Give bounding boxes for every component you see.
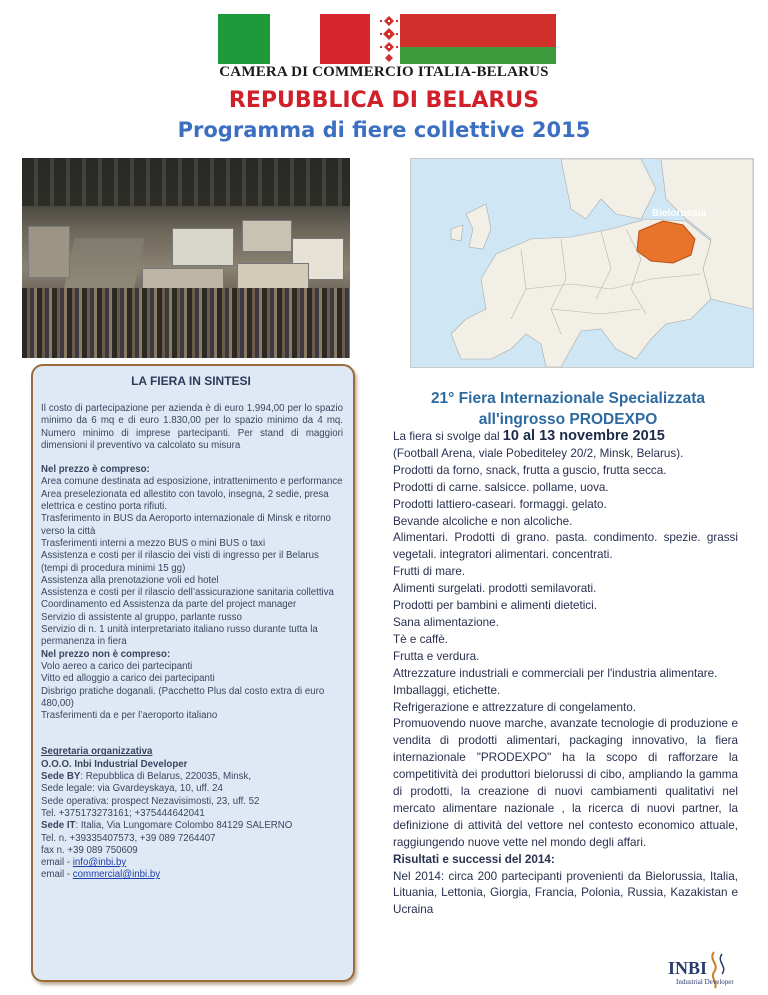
secretariat-tel-by: Tel. +375173273161; +375444642041 bbox=[41, 807, 205, 819]
results-text: Nel 2014: circa 200 partecipanti provenienti da Bielorussia, Italia, Lituania, Lettonia, Giorgia, Francia, Polonia, Russia, Kazakistan e Ucraina bbox=[393, 869, 738, 917]
chamber-name: CAMERA DI COMMERCIO ITALIA-BELARUS bbox=[219, 64, 549, 80]
page-subtitle: Programma di fiere collettive 2015 bbox=[177, 118, 591, 142]
fair-title-line1: 21° Fiera Internazionale Specializzata bbox=[430, 390, 706, 407]
secretariat-sede-it bbox=[41, 820, 343, 832]
page-title: REPUBBLICA DI BELARUS bbox=[228, 88, 540, 113]
excluded-heading: Nel prezzo non è compreso: bbox=[41, 648, 171, 660]
italian-flag bbox=[218, 14, 370, 64]
fair-venue: (Football Arena, viale Pobediteley 20/2, Minsk, Belarus). bbox=[393, 446, 684, 460]
exhibition-hall-photo bbox=[22, 158, 350, 358]
email-link-commercial[interactable]: commercial@inbi.by bbox=[72, 869, 161, 881]
sector-item: Frutti di mare. bbox=[393, 565, 466, 579]
sede-it-address: : Italia, Via Lungomare Colombo 84129 SALERNO bbox=[75, 820, 293, 832]
map-label-belarus: Bielorussia bbox=[652, 208, 706, 219]
belarus-flag bbox=[378, 14, 556, 64]
sector-item: Prodotti per bambini e alimenti dietetici. bbox=[393, 599, 597, 613]
sector-item: Prodotti lattiero-caseari. formaggi. gelato. bbox=[393, 497, 607, 511]
included-item: Servizio di n. 1 unità interpretariato italiano russo durante tutta la permanenza in fiera bbox=[41, 624, 318, 648]
sector-item: Refrigerazione e attrezzature di congelamento. bbox=[393, 700, 636, 714]
sede-it-label: Sede IT bbox=[41, 820, 76, 832]
sede-by-label: Sede BY bbox=[41, 771, 81, 783]
sector-item: Sana alimentazione. bbox=[393, 615, 499, 629]
email-prefix: email - bbox=[41, 869, 73, 881]
sector-item: Prodotti di carne. salsicce. pollame, uova. bbox=[393, 480, 609, 494]
logo-subtitle: Industrial Developer bbox=[676, 978, 734, 986]
europe-map bbox=[410, 158, 754, 368]
excluded-item: Volo aereo a carico dei partecipanti bbox=[41, 660, 193, 672]
fair-intro bbox=[393, 428, 738, 446]
included-item: Assistenza alla prenotazione voli ed hotel bbox=[41, 574, 219, 586]
sector-item: Alimentari. Prodotti di grano. pasta. condimento. spezie. grassi vegetali. integratori alimentari. concentrati. bbox=[393, 531, 738, 562]
included-item: Assistenza e costi per il rilascio dell’assicurazione sanitaria collettiva bbox=[41, 587, 334, 599]
included-item: Trasferimenti interni a mezzo BUS o mini BUS o taxi bbox=[41, 537, 266, 549]
price-intro: Il costo di partecipazione per azienda è di euro 1.994,00 per lo spazio minimo da 6 mq e di euro 1.830,00 per lo spazio minimo da 4 mq. Numero minimo di imprese partecipanti. Per stand di maggiori dimensioni il preventivo va calcolato su misura bbox=[41, 403, 343, 451]
belarus-ornament bbox=[378, 14, 400, 64]
included-item: Trasferimento in BUS da Aeroporto internazionale di Minsk e ritorno verso la città bbox=[41, 513, 331, 537]
secretariat-tel-it: Tel. n. +39335407573, +39 089 7264407 bbox=[41, 832, 216, 844]
email-prefix: email - bbox=[41, 857, 73, 869]
fair-content bbox=[393, 428, 738, 919]
sector-item: Alimenti surgelati. prodotti semilavorati. bbox=[393, 582, 597, 596]
sector-item: Imballaggi, etichette. bbox=[393, 683, 501, 697]
sector-item: Tè e caffè. bbox=[393, 632, 449, 646]
email-link-info[interactable]: info@inbi.by bbox=[72, 857, 127, 869]
fair-description: Promuovendo nuove marche, avanzate tecnologie di produzione e vendita di prodotti alimentari, packaging innovativo, la fiera internazionale "PRODEXPO" ha la scopo di rafforzare la competitività dei produttori bielorussi di cibo, ampliando la gamma di prodotti, la creazione di nuovi cambiamenti qualitativi nel mercato alimentare nazionale , la ricerca di nuovi partner, la definizione di attività del vettore nel contesto economico attuale, raggiungendo nuove vette nel mondo degli affari. bbox=[393, 717, 738, 849]
logo-name: INBI bbox=[668, 958, 708, 978]
secretariat-legal: Sede legale: via Gvardeyskaya, 10, uff. 24 bbox=[41, 783, 223, 795]
secretariat-email-2 bbox=[41, 869, 343, 881]
included-item: Area comune destinata ad esposizione, intrattenimento e performance bbox=[41, 476, 343, 488]
results-heading: Risultati e successi del 2014: bbox=[393, 852, 555, 866]
included-item: Coordinamento ed Assistenza da parte del project manager bbox=[41, 599, 297, 611]
sector-item: Prodotti da forno, snack, frutta a guscio, frutta secca. bbox=[393, 463, 667, 477]
fair-title-line2: all'ingrosso PRODEXPO bbox=[478, 411, 658, 428]
summary-content bbox=[41, 403, 343, 882]
included-item: Assistenza e costi per il rilascio dei visti di ingresso per il Belarus (tempi di procedura minimi 15 gg) bbox=[41, 550, 319, 574]
secretariat-fax: fax n. +39 089 750609 bbox=[41, 844, 138, 856]
secretariat-operative: Sede operativa: prospect Nezavisimosti, 23, uff. 52 bbox=[41, 795, 260, 807]
excluded-item: Trasferimenti da e per l’aeroporto italiano bbox=[41, 710, 218, 722]
excluded-item: Disbrigo pratiche doganali. (Pacchetto Plus dal costo extra di euro 480,00) bbox=[41, 685, 325, 709]
secretariat-email-1 bbox=[41, 857, 343, 869]
fair-dates: 10 al 13 novembre 2015 bbox=[502, 428, 665, 444]
sector-item: Frutta e verdura. bbox=[393, 649, 480, 663]
sector-item: Attrezzature industriali e commerciali per l'industria alimentare. bbox=[393, 666, 718, 680]
summary-title: LA FIERA IN SINTESI bbox=[131, 374, 251, 388]
fair-title bbox=[392, 388, 744, 430]
sector-item: Bevande alcoliche e non alcoliche. bbox=[393, 514, 573, 528]
secretariat-company: O.O.O. Inbi Industrial Developer bbox=[41, 758, 188, 770]
included-item: Area preselezionata ed allestito con tavolo, insegna, 2 sedie, presa elettrica e cestino porta rifiuti. bbox=[41, 488, 329, 513]
included-item: Servizio di assistente al gruppo, parlante russo bbox=[41, 611, 242, 623]
sede-by-address: : Repubblica di Belarus, 220035, Minsk, bbox=[80, 771, 252, 783]
secretariat-heading: Segretaria organizzativa bbox=[41, 746, 153, 758]
secretariat-sede-by bbox=[41, 771, 343, 783]
excluded-item: Vitto ed alloggio a carico dei partecipanti bbox=[41, 673, 215, 685]
included-heading: Nel prezzo è compreso: bbox=[41, 464, 150, 476]
fair-intro-prefix: La fiera si svolge dal bbox=[393, 430, 500, 443]
